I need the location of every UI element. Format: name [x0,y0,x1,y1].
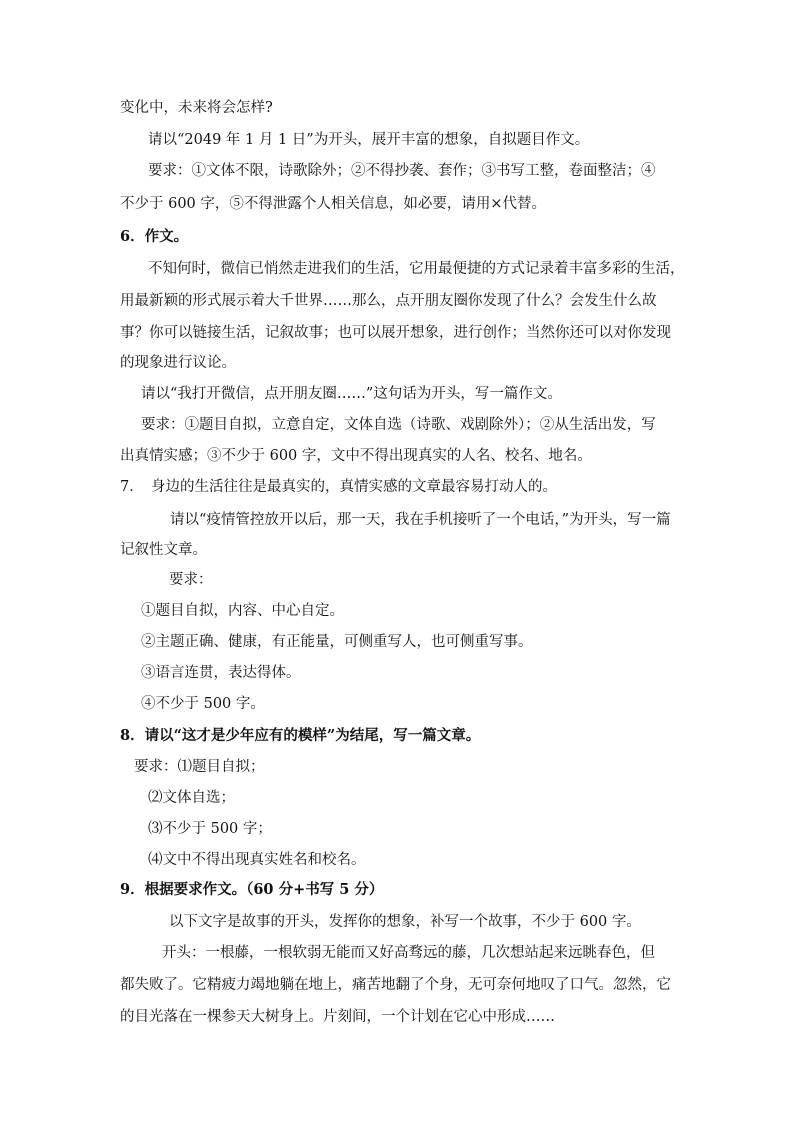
text-line-25: ⑷文中不得出现真实姓名和校名。 [148,852,366,868]
text-line-10: 请以“我打开微信，点开朋友圈……”这句话为开头，写一篇作文。 [141,386,562,402]
text-line-28: 开头：一根藤，一根软弱无能而又好高骛远的藤，几次想站起来远眺春色，但 [162,945,655,961]
question-6-heading: 6．作文。 [120,228,189,245]
text-line-18: ②主题正确、健康，有正能量，可侧重写人，也可侧重写事。 [141,634,533,650]
text-line-16: 要求： [169,572,213,588]
text-line-8: 事？你可以链接生活，记叙故事；也可以展开想象，进行创作；当然你还可以对你发现 [120,325,671,341]
text-line-24: ⑶不少于 500 字； [148,821,272,837]
text-line-6: 不知何时，微信已悄然走进我们的生活，它用最便捷的方式记录着丰富多彩的生活， [148,261,685,277]
text-line-29: 都失败了。它精疲力竭地躺在地上，痛苦地翻了个身，无可奈何地叹了口气。忽然，它 [120,977,671,993]
text-line-3: 要求：①文体不限，诗歌除外；②不得抄袭、套作；③书写工整，卷面整洁；④ [148,163,656,179]
question-9-heading: 9．根据要求作文。（60 分+书写 5 分） [120,881,384,898]
text-line-7: 用最新颖的形式展示着大千世界……那么，点开朋友圈你发现了什么？会发生什么故 [120,293,657,309]
text-line-22: 要求：⑴题目自拟； [134,759,265,775]
text-line-1: 变化中，未来将会怎样? [120,100,273,116]
text-line-27: 以下文字是故事的开头，发挥你的想象，补写一个故事，不少于 600 字。 [169,914,641,930]
text-line-12: 出真情实感；③不少于 600 字，文中不得出现真实的人名、校名、地名。 [120,448,592,464]
question-8-heading: 8．请以“这才是少年应有的模样”为结尾，写一篇文章。 [120,727,481,744]
question-7-heading: 7． 身边的生活往往是最真实的，真情实感的文章最容易打动人的。 [120,479,557,495]
text-line-9: 的现象进行议论。 [120,355,236,371]
text-line-15: 记叙性文章。 [120,542,207,558]
text-line-2: 请以“2049 年 1 月 1 日”为开头，展开丰富的想象，自拟题目作文。 [148,132,590,148]
text-line-30: 的目光落在一棵参天大树身上。片刻间，一个计划在它心中形成…… [120,1009,555,1025]
text-line-20: ④不少于 500 字。 [141,696,265,712]
text-line-14: 请以“疫情管控放开以后，那一天，我在手机接听了一个电话，”为开头，写一篇 [170,512,671,528]
text-line-19: ③语言连贯，表达得体。 [141,665,301,681]
text-line-11: 要求：①题目自拟，立意自定，文体自选（诗歌、戏剧除外）；②从生活出发，写 [141,417,656,433]
text-line-17: ①题目自拟，内容、中心自定。 [141,603,344,619]
text-line-4: 不少于 600 字，⑤不得泄露个人相关信息，如必要，请用×代替。 [120,196,547,212]
text-line-23: ⑵文体自选； [148,790,235,806]
